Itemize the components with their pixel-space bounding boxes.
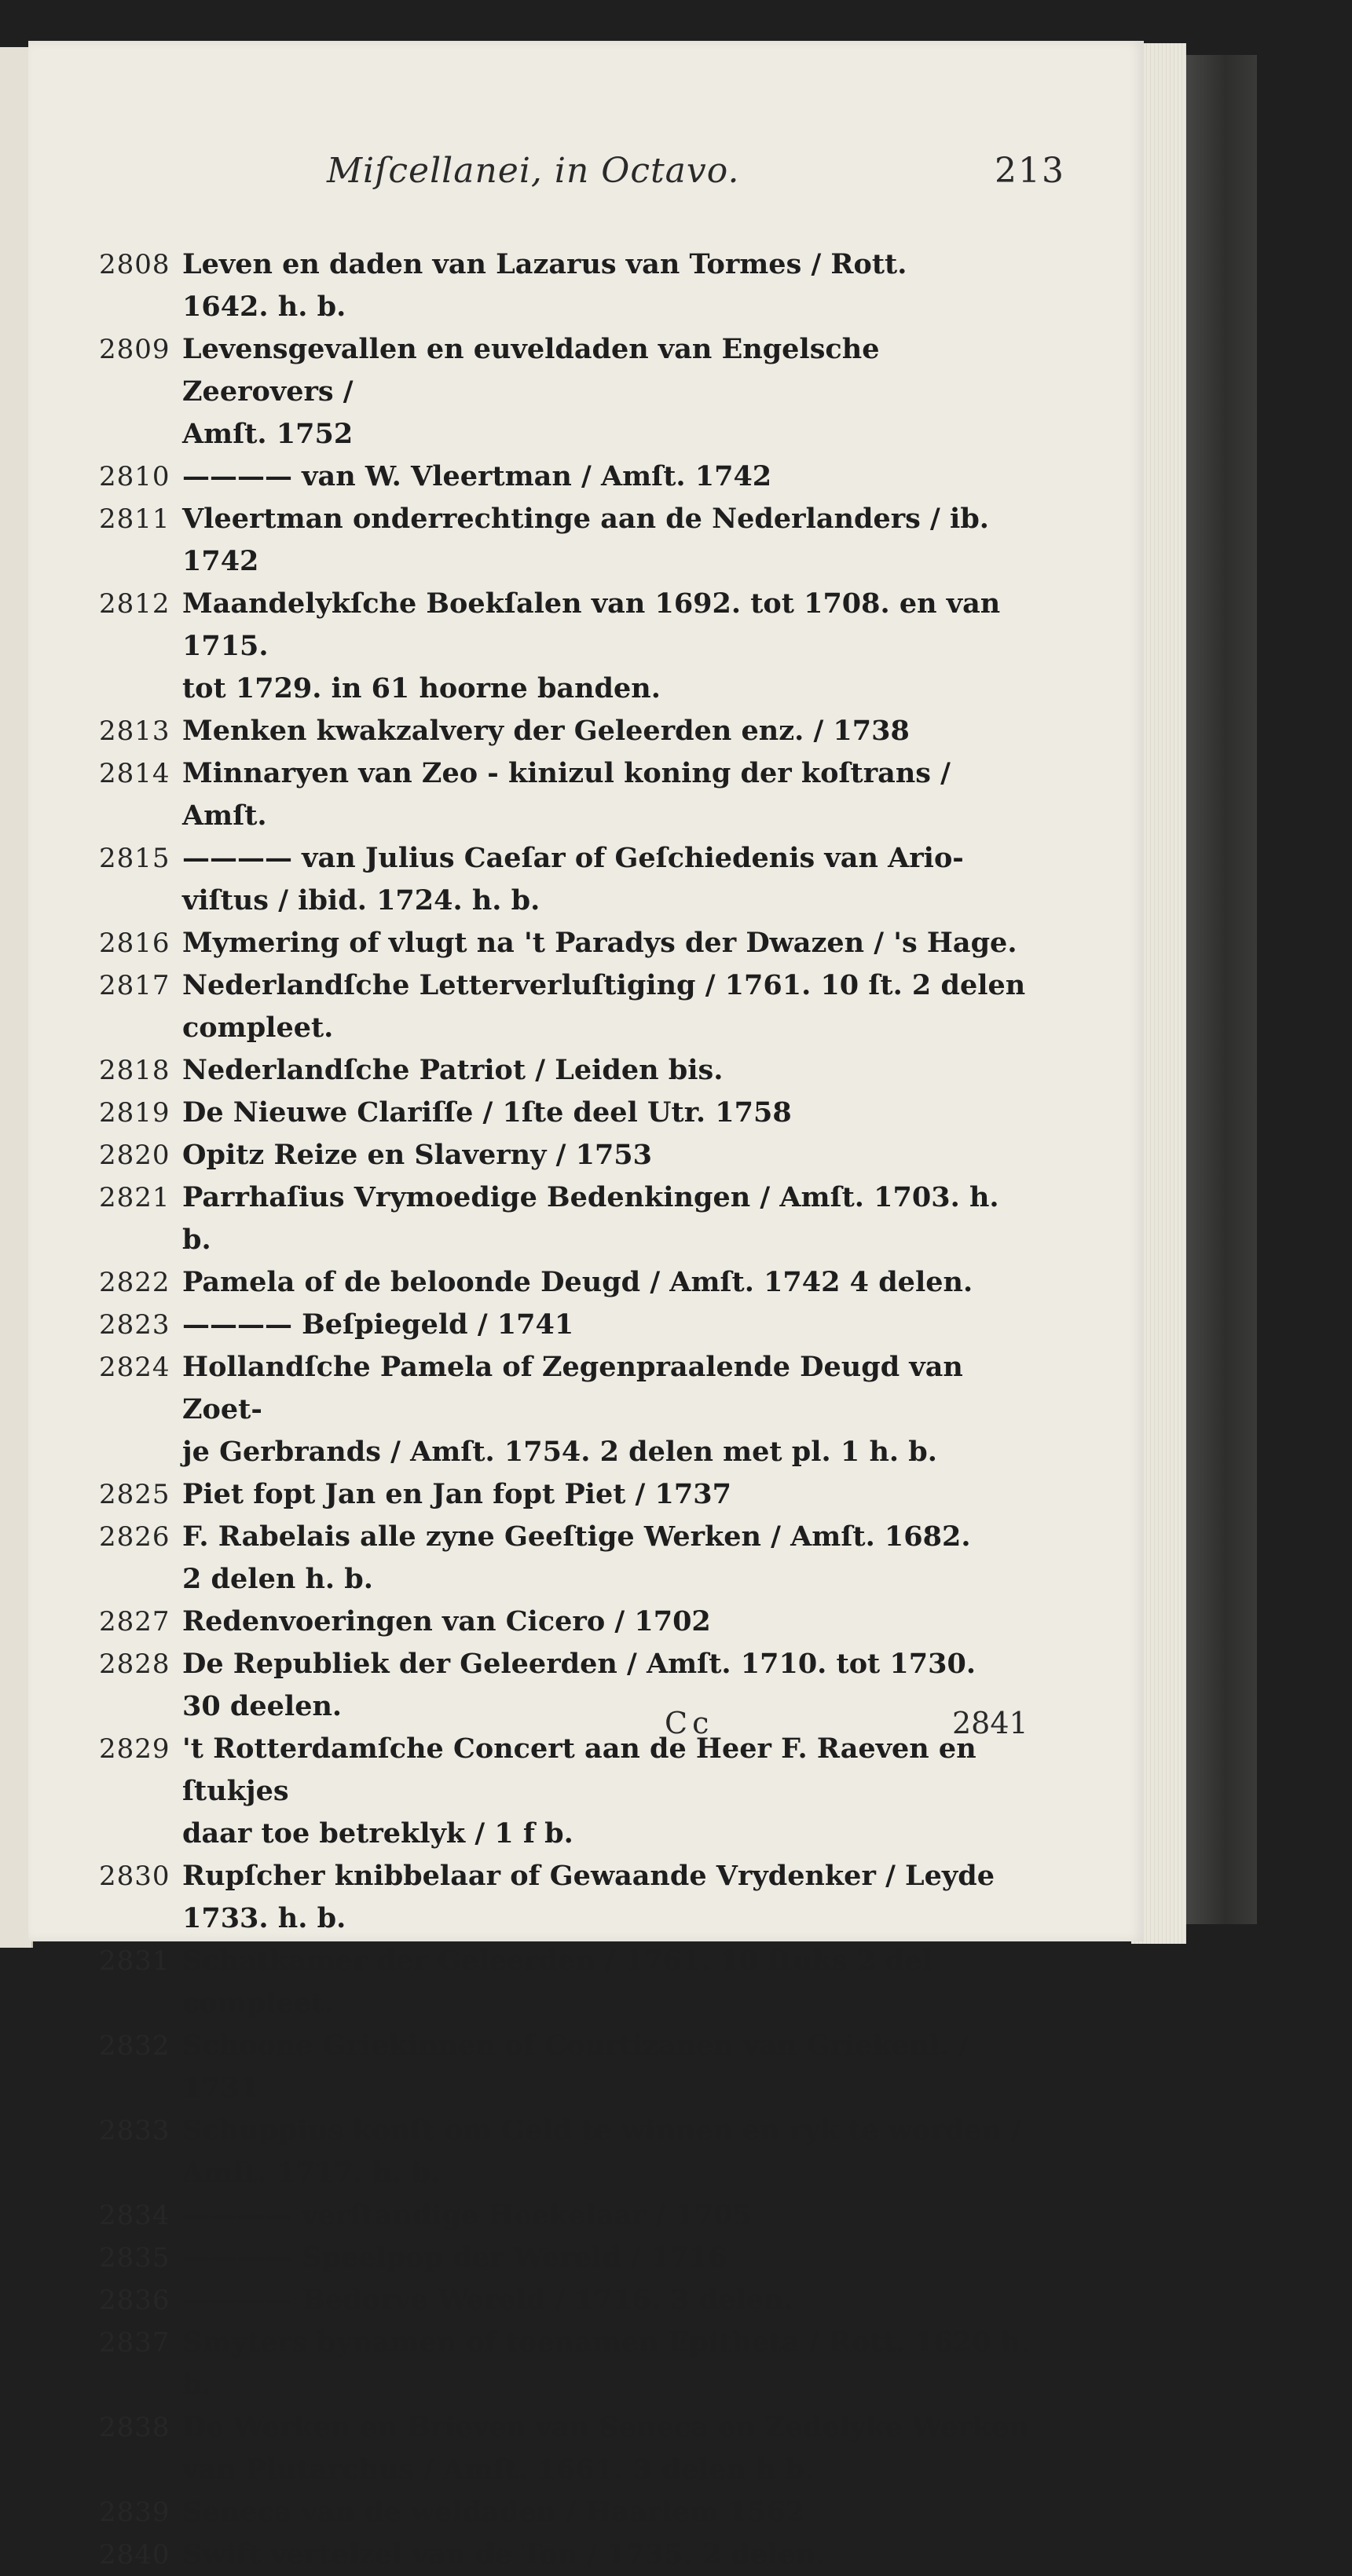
page-footer xyxy=(28,1706,1112,1753)
entry-number: 2820 xyxy=(99,1140,170,1171)
entry-text: Seneca van de weldaden / Haarlem 1562 xyxy=(182,2496,805,2528)
entry-text: Vleertman onderrechtinge aan de Nederlanders / ib. 1742 xyxy=(182,503,999,577)
catalogue-entry xyxy=(28,1473,1112,1516)
entry-number: 2810 xyxy=(99,461,170,492)
entry-number: 2839 xyxy=(99,2497,170,2528)
entry-text: Opitz Reize en Slaverny / 1753 xyxy=(182,1139,653,1171)
entry-text: 't Rotterdamſche Concert aan de Heer F. Raeven en ſtukjes daar toe betreklyk / 1 f b. xyxy=(182,1733,976,1850)
running-head xyxy=(327,151,1065,206)
running-title: Miſcellanei, in Octavo. xyxy=(327,151,740,191)
catalogue-entry xyxy=(28,2194,1112,2237)
entry-text: Parrhaſius Vrymoedige Bedenkingen / Amſt. 1703. h. b. xyxy=(182,1181,1009,1256)
entry-number: 2828 xyxy=(99,1648,170,1680)
entry-number: 2838 xyxy=(99,2412,170,2443)
catchword: 2841 xyxy=(952,1706,1028,1740)
entry-number: 2811 xyxy=(99,503,170,535)
catalogue-entry xyxy=(28,2491,1112,2534)
entry-number: 2817 xyxy=(99,970,170,1001)
catalogue-entry xyxy=(28,964,1112,1049)
entry-number: 2821 xyxy=(99,1182,170,1213)
entry-text: Redenvoeringen van Cicero / 1702 xyxy=(182,1605,711,1637)
entry-number: 2826 xyxy=(99,1521,170,1553)
entry-text: ———— Speelpop der Wereld / 1716 xyxy=(182,2241,727,2274)
catalogue-entry xyxy=(28,2109,1112,2194)
catalogue-entry xyxy=(28,498,1112,583)
catalogue-entry xyxy=(28,922,1112,964)
entry-number: 2813 xyxy=(99,715,170,747)
page-number: 213 xyxy=(995,151,1065,191)
entry-number: 2834 xyxy=(99,2200,170,2231)
entry-text: ———— van W. Vleertman / Amſt. 1742 xyxy=(182,460,772,492)
catalogue-entry xyxy=(28,1601,1112,1643)
entry-text: Smyters bynamen of toenamen Epitheta / Rott. 1620 h. b. xyxy=(182,2326,1040,2401)
entry-text: De Werken en Brieven van Seneca en Zedelyke Werken van Plutarchus / Amſt. 1661. 3 delen h b. xyxy=(182,2411,1029,2486)
entry-number: 2812 xyxy=(99,588,170,620)
entry-text: F. Rabelais alle zyne Geeſtige Werken / Amſt. 1682. 2 delen h. b. xyxy=(182,1520,971,1595)
entry-number: 2814 xyxy=(99,758,170,789)
catalogue-entry xyxy=(28,2025,1112,2109)
entry-text: Schuppius konſt om Geld te winnen en ryk te worden / Amſt. 1717. h. b. xyxy=(182,2114,1021,2189)
catalogue-entry xyxy=(28,710,1112,752)
entry-text: Maandelykſche Boekſalen van 1692. tot 1708. en van 1715. tot 1729. in 61 hoorne banden. xyxy=(182,587,1001,704)
entry-text: Schatkamer der Geleerden / 1761. 10 ſtuks 2 del compleet. xyxy=(182,1945,943,2019)
catalogue-entry xyxy=(28,2237,1112,2279)
entry-number: 2836 xyxy=(99,2285,170,2316)
book-page xyxy=(28,41,1144,2571)
entry-number: 2832 xyxy=(99,2030,170,2062)
entry-number: 2833 xyxy=(99,2115,170,2146)
catalogue-entry xyxy=(28,1261,1112,1304)
entry-number: 2808 xyxy=(99,249,170,280)
catalogue-entry xyxy=(28,328,1112,456)
entry-number: 2827 xyxy=(99,1606,170,1637)
entry-number: 2831 xyxy=(99,1945,170,1977)
entry-text: Leven en daden van Lazarus van Tormes / Rott. 1642. h. b. xyxy=(182,248,907,323)
entry-text: De Republiek der Geleerden / Amſt. 1710. tot 1730. 30 deelen. xyxy=(182,1648,976,1722)
entry-text: Pamela of de beloonde Deugd / Amſt. 1742 4 delen. xyxy=(182,1266,973,1298)
catalogue-entries xyxy=(28,243,1112,2576)
catalogue-entry xyxy=(28,752,1112,837)
entry-number: 2815 xyxy=(99,843,170,874)
entry-text: Rupſcher knibbelaar of Gewaande Vrydenker / Leyde 1733. h. b. xyxy=(182,1860,995,1934)
entry-number: 2824 xyxy=(99,1352,170,1383)
catalogue-entry xyxy=(28,1940,1112,2025)
entry-text: Nederlandſche Patriot / Leiden bis. xyxy=(182,1054,724,1086)
entry-text: ———— van Julius Caeſar of Geſchiedenis van Ario- viſtus / ibid. 1724. h. b. xyxy=(182,842,964,917)
catalogue-entry xyxy=(28,456,1112,498)
entry-text: ———— Bedorve Wereld / 1716. 3 delen. xyxy=(182,2284,793,2316)
entry-number: 2823 xyxy=(99,1309,170,1341)
entry-text: ———— verſtandige Heekelaar / 1705 xyxy=(182,2199,753,2231)
entry-text: Schoone Griekinnen of Courtizanen van Griekenl. / 1731 xyxy=(182,2029,979,2104)
entry-number: 2835 xyxy=(99,2242,170,2274)
catalogue-entry xyxy=(28,1134,1112,1176)
catalogue-entry xyxy=(28,837,1112,922)
catalogue-entry xyxy=(28,2279,1112,2322)
catalogue-entry xyxy=(28,2322,1112,2406)
catalogue-entry xyxy=(28,1346,1112,1473)
book-cover-edge xyxy=(1178,55,1257,1924)
entry-number: 2822 xyxy=(99,1267,170,1298)
catalogue-entry xyxy=(28,1516,1112,1601)
entry-number: 2840 xyxy=(99,2539,170,2571)
entry-number: 2809 xyxy=(99,334,170,365)
entry-number: 2837 xyxy=(99,2327,170,2358)
signature-mark: Cc xyxy=(665,1706,714,1740)
entry-number: 2816 xyxy=(99,928,170,959)
entry-number: 2829 xyxy=(99,1733,170,1765)
catalogue-entry xyxy=(28,1176,1112,1261)
entry-text: Mymering of vlugt na 't Paradys der Dwazen / 's Hage. xyxy=(182,927,1017,959)
catalogue-entry xyxy=(28,2406,1112,2491)
entry-text: Piet fopt Jan en Jan fopt Piet / 1737 xyxy=(182,1478,731,1510)
catalogue-entry xyxy=(28,1855,1112,1940)
entry-text: Nederlandſche Letterverluſtiging / 1761. 10 ſt. 2 delen compleet. xyxy=(182,969,1026,1044)
catalogue-entry xyxy=(28,1304,1112,1346)
entry-number: 2819 xyxy=(99,1097,170,1129)
catalogue-entry xyxy=(28,2534,1112,2576)
entry-text: Hollandſche Pamela of Zegenpraalende Deugd van Zoet- je Gerbrands / Amſt. 1754. 2 delen met pl. 1 h. b. xyxy=(182,1351,963,1468)
entry-text: Minnaryen van Zeo - kinizul koning der koſtrans / Amſt. xyxy=(182,757,961,832)
entry-number: 2830 xyxy=(99,1861,170,1892)
entry-text: Swift vertelzel van de Ton / 1735. 2 delen. xyxy=(182,2538,826,2571)
catalogue-entry xyxy=(28,243,1112,328)
catalogue-entry xyxy=(28,1092,1112,1134)
catalogue-entry xyxy=(28,583,1112,710)
entry-text: Levensgevallen en euveldaden van Engelsche Zeerovers / Amſt. 1752 xyxy=(182,333,880,450)
entry-text: De Nieuwe Clariſſe / 1ſte deel Utr. 1758 xyxy=(182,1096,792,1129)
entry-text: ———— Beſpiegeld / 1741 xyxy=(182,1308,574,1341)
entry-text: Menken kwakzalvery der Geleerden enz. / 1738 xyxy=(182,715,910,747)
entry-number: 2825 xyxy=(99,1479,170,1510)
catalogue-entry xyxy=(28,1049,1112,1092)
entry-number: 2818 xyxy=(99,1055,170,1086)
